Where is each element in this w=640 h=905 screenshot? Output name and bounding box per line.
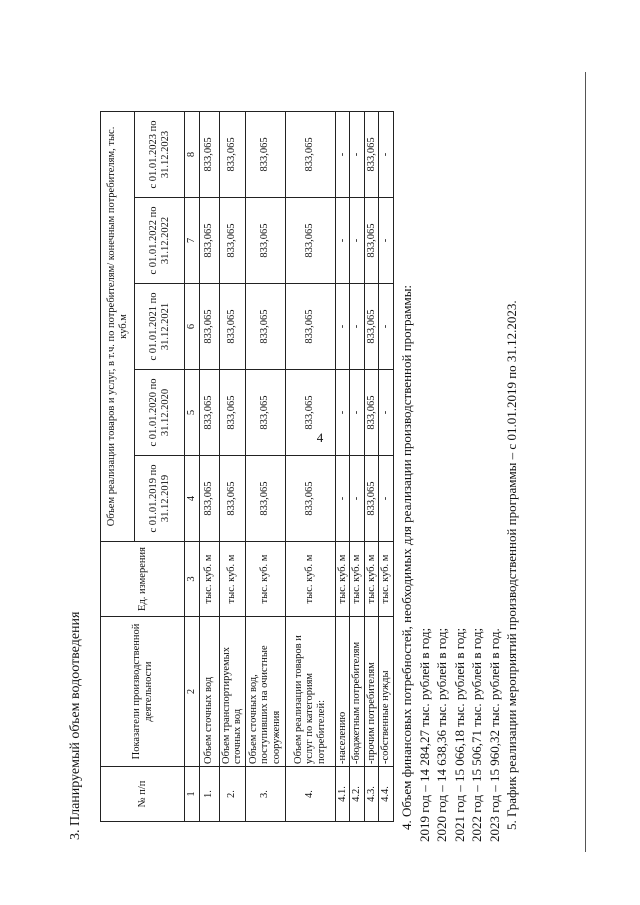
row-value: 833,065: [199, 370, 219, 456]
row-value: -: [335, 370, 350, 456]
header-indicator: Показатели производственной деятельности: [101, 617, 185, 767]
finance-line: 2020 год – 14 638,36 тыс. рублей в год;: [434, 627, 449, 842]
row-indicator: Объем сточных вод: [199, 617, 219, 767]
row-unit: тыс. куб. м: [245, 542, 285, 617]
column-index: 5: [185, 370, 200, 456]
section-title: 3. Планируемый объем водоотведения: [68, 611, 83, 840]
finance-heading: 4. Объем финансовых потребностей, необходимых для реализации производственной программы:: [399, 284, 414, 830]
row-value: 833,065: [285, 198, 335, 284]
row-value: -: [350, 284, 365, 370]
table-row: [245, 111, 285, 821]
row-value: -: [350, 456, 365, 542]
row-value: 833,065: [219, 370, 245, 456]
row-value: 833,065: [364, 284, 379, 370]
row-number: 4.2.: [350, 767, 365, 822]
row-value: 833,065: [245, 370, 285, 456]
row-value: 833,065: [285, 111, 335, 197]
finance-line: 2019 год – 14 284,27 тыс. рублей в год;: [416, 627, 432, 842]
column-index: 1: [185, 767, 200, 822]
period-header: с 01.01.2023 по 31.12.2023: [135, 111, 185, 197]
table-row: [335, 111, 350, 821]
row-value: -: [335, 111, 350, 197]
table-row: [379, 111, 394, 821]
row-value: 833,065: [199, 111, 219, 197]
row-value: -: [335, 198, 350, 284]
finance-line: 2021 год – 15 066,18 тыс. рублей в год;: [451, 627, 467, 842]
row-number: 1.: [199, 767, 219, 822]
row-value: 833,065: [245, 284, 285, 370]
row-unit: тыс. куб. м: [199, 542, 219, 617]
row-number: 4.3.: [364, 767, 379, 822]
row-value: 833,065: [199, 198, 219, 284]
row-value: 833,065: [364, 111, 379, 197]
row-value: 833,065: [364, 370, 379, 456]
period-header: с 01.01.2020 по 31.12.2020: [135, 370, 185, 456]
row-value: 833,065: [285, 284, 335, 370]
row-number: 3.: [245, 767, 285, 822]
schedule-text: 5. График реализации мероприятий производственной программы – с 01.01.2019 по 31.12.2023.: [504, 300, 519, 830]
wastewater-volume-table: [100, 111, 394, 822]
column-index: 8: [185, 111, 200, 197]
row-value: 833,065: [285, 456, 335, 542]
period-header: с 01.01.2022 по 31.12.2022: [135, 198, 185, 284]
row-indicator: Объем реализации товаров и услуг по категориям потребителей:: [285, 617, 335, 767]
row-value: -: [335, 456, 350, 542]
table-row: [350, 111, 365, 821]
table-body: [199, 111, 393, 821]
row-value: 833,065: [199, 456, 219, 542]
row-value: 833,065: [245, 456, 285, 542]
row-unit: тыс. куб. м: [285, 542, 335, 617]
row-value: -: [335, 284, 350, 370]
row-value: -: [350, 370, 365, 456]
column-index: 6: [185, 284, 200, 370]
period-header: с 01.01.2021 по 31.12.2021: [135, 284, 185, 370]
row-value: 833,065: [219, 111, 245, 197]
header-group: Объем реализации товаров и услуг, в т.ч. по потребителям/ конечным потребителям, тыс. куб.м: [101, 111, 135, 541]
column-index: 4: [185, 456, 200, 542]
row-value: 833,065: [199, 284, 219, 370]
finance-line: 2022 год – 15 506,71 тыс. рублей в год;: [469, 627, 484, 842]
period-header: с 01.01.2019 по 31.12.2019: [135, 456, 185, 542]
header-unit: Ед. измерения: [101, 542, 185, 617]
row-value: 833,065: [245, 111, 285, 197]
table-row: [199, 111, 219, 821]
row-indicator: Объем транспортируемых сточных вод: [219, 617, 245, 767]
row-indicator: Объем сточных вод, поступивших на очистные сооружения: [245, 617, 285, 767]
table-row: [285, 111, 335, 821]
row-value: -: [379, 284, 394, 370]
row-indicator: -прочим потребителям: [364, 617, 379, 767]
row-value: -: [350, 111, 365, 197]
column-index-row: [185, 111, 200, 821]
row-value: -: [350, 198, 365, 284]
page-rule: [585, 72, 586, 852]
row-value: 833,065: [219, 284, 245, 370]
row-indicator: -населению: [335, 617, 350, 767]
row-value: 833,065: [245, 198, 285, 284]
table-row: [364, 111, 379, 821]
column-index: 3: [185, 542, 200, 617]
row-unit: тыс. куб. м: [219, 542, 245, 617]
row-value: 833,065: [364, 198, 379, 284]
row-number: 2.: [219, 767, 245, 822]
row-value: 833,065: [364, 456, 379, 542]
row-number: 4.1.: [335, 767, 350, 822]
row-unit: тыс. куб. м: [364, 542, 379, 617]
row-value: -: [379, 370, 394, 456]
row-value: -: [379, 111, 394, 197]
row-value: -: [379, 198, 394, 284]
header-no: № п/п: [101, 767, 185, 822]
row-value: 833,065: [285, 370, 335, 456]
row-value: 833,065: [219, 198, 245, 284]
row-unit: тыс. куб. м: [335, 542, 350, 617]
row-indicator: -бюджетным потребителям: [350, 617, 365, 767]
row-value: -: [379, 456, 394, 542]
page-number: 4: [316, 430, 324, 445]
rotated-document-sheet: [60, 72, 600, 852]
notes-block: [398, 285, 521, 842]
finance-line: 2023 год – 15 960,32 тыс. рублей в год.: [486, 628, 502, 842]
finance-lines: [416, 285, 504, 842]
row-number: 4.: [285, 767, 335, 822]
row-value: 833,065: [219, 456, 245, 542]
row-unit: тыс. куб. м: [379, 542, 394, 617]
row-indicator: -собственные нужды: [379, 617, 394, 767]
row-number: 4.4.: [379, 767, 394, 822]
row-unit: тыс. куб. м: [350, 542, 365, 617]
column-index: 7: [185, 198, 200, 284]
table-row: [219, 111, 245, 821]
column-index: 2: [185, 617, 200, 767]
